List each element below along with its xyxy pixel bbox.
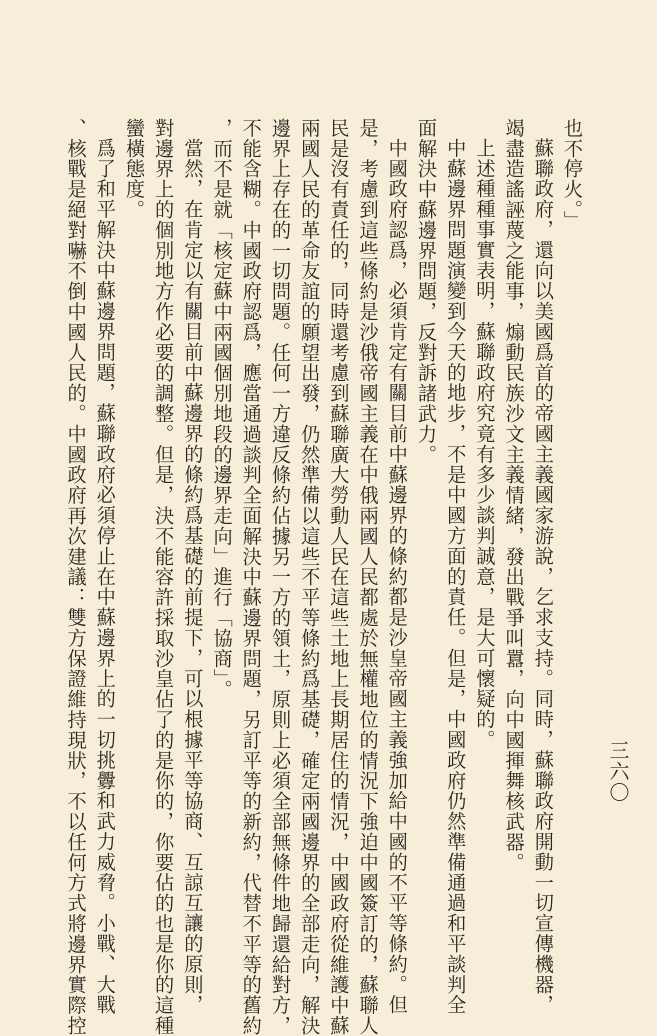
text-column: 中蘇邊界問題演變到今天的地步，不是中國方面的責任。但是，中國政府仍然準備通過和平談判全 [444,138,468,1016]
text-column: 竭盡造謠誣蔑之能事，煽動民族沙文主義情緒，發出戰爭叫囂，向中國揮舞核武器。 [502,118,526,873]
text-column: 面解決中蘇邊界問題，反對訴諸武力。 [414,118,438,465]
text-column: 是，考慮到這些條約是沙俄帝國主義在中俄兩國人民都處於無權地位的情況下強迫中國簽訂的，蘇聯人 [356,118,380,1036]
body-text [64,118,587,1036]
text-column: 、核戰是絕對嚇不倒中國人民的。中國政府再次建議：雙方保證維持現狀，不以任何方式將邊界實際控 [64,118,88,1036]
text-column: 不能含糊。中國政府認爲，應當通過談判全面解決中蘇邊界問題，另訂平等的新約，代替不平等的舊約 [239,118,263,1036]
text-column: 蘇聯政府，還向以美國爲首的帝國主義國家游說，乞求支持。同時，蘇聯政府開動一切宣傳機器， [531,138,555,1016]
text-column: 邊界上存在的一切問題。任何一方違反條約佔據另一方的領土，原則上必須全部無條件地歸還給對方， [268,118,292,1036]
text-column: 上述種種事實表明，蘇聯政府究竟有多少談判誠意，是大可懷疑的。 [473,138,497,750]
text-column: 對邊界上的個別地方作必要的調整。但是，決不能容許採取沙皇佔了的是你的，你要佔的也是你的這種 [152,118,176,1036]
page-number: 三六〇 [606,740,630,803]
text-column: ，而不是就「核定蘇中兩國個別地段的邊界走向」進行「協商」。 [210,118,234,700]
text-column: 爲了和平解決中蘇邊界問題，蘇聯政府必須停止在中蘇邊界上的一切挑釁和武力威脅。小戰、大戰 [93,138,117,1016]
text-column: 民是沒有責任的，同時還考慮到蘇聯廣大勞動人民在這些土地上長期居住的情況，中國政府從維護中蘇 [327,118,351,1036]
text-column: 蠻橫態度。 [122,118,146,220]
text-column: 也不停火。」 [561,118,584,231]
text-column: 當然，在肯定以有關目前中蘇邊界的條約爲基礎的前提下，可以根據平等協商、互諒互讓的原則， [181,138,205,1016]
text-column: 兩國人民的革命友誼的願望出發，仍然準備以這些不平等條約爲基礎，確定兩國邊界的全部走向，解決 [298,118,322,1036]
text-column: 中國政府認爲，必須肯定有關目前中蘇邊界的條約都是沙皇帝國主義強加給中國的不平等條約。但 [385,138,409,1016]
